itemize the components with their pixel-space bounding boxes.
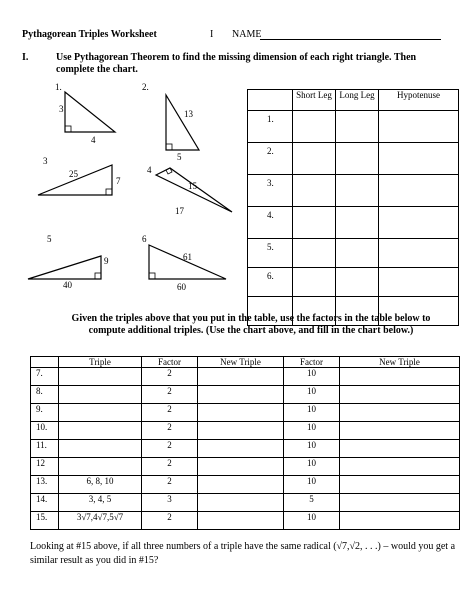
new-triple-cell[interactable] [340,404,460,422]
table-row [31,494,460,512]
row-number: 9. [31,404,59,422]
triangle-3-number: 3 [43,156,48,166]
chart2-header-row [31,357,460,368]
triple-cell[interactable] [59,458,142,476]
hypotenuse-cell[interactable] [379,175,459,207]
factor-cell: 10 [284,476,340,494]
table-row [248,268,459,297]
triple-cell: 3√7,4√7,5√7 [59,512,142,530]
chart1-header-long-leg: Long Leg [336,90,379,111]
triangle-4-label-a: 15 [188,181,197,191]
hypotenuse-cell[interactable] [379,111,459,143]
triangle-2-number: 2. [142,82,149,92]
triple-cell: 6, 8, 10 [59,476,142,494]
short-leg-cell[interactable] [293,143,336,175]
new-triple-cell[interactable] [198,458,284,476]
long-leg-cell[interactable] [336,111,379,143]
triple-cell: 3, 4, 5 [59,494,142,512]
triple-cell[interactable] [59,368,142,386]
chart2-header-new-triple-2: New Triple [340,357,460,368]
triangle-chart [247,89,459,326]
triangle-6-number: 6 [142,234,147,244]
short-leg-cell[interactable] [293,111,336,143]
chart1-header-short-leg: Short Leg [293,90,336,111]
row-number: 11. [31,440,59,458]
factor-cell: 2 [142,386,198,404]
new-triple-cell[interactable] [198,494,284,512]
row-number: 4. [248,207,293,239]
row-number: 3. [248,175,293,207]
chart1-header-hypotenuse: Hypotenuse [379,90,459,111]
triangle-6-label-b: 60 [177,282,186,292]
chart2-header-factor-1: Factor [142,357,198,368]
row-number: 1. [248,111,293,143]
new-triple-cell[interactable] [340,368,460,386]
chart2-header-num [31,357,59,368]
chart1-header-num [248,90,293,111]
triangle-3-label-b: 7 [116,176,121,186]
hypotenuse-cell[interactable] [379,239,459,268]
chart2-header-factor-2: Factor [284,357,340,368]
triangle-1-label-b: 4 [91,135,96,145]
short-leg-cell[interactable] [293,207,336,239]
section-roman: I [210,29,214,40]
long-leg-cell[interactable] [336,207,379,239]
triangle-6-label-a: 61 [183,252,192,262]
triangle-2-label-b: 5 [177,152,182,162]
new-triple-cell[interactable] [198,368,284,386]
row-number: 10. [31,422,59,440]
row-number: 14. [31,494,59,512]
short-leg-cell[interactable] [293,239,336,268]
table-row [248,207,459,239]
factor-cell: 10 [284,458,340,476]
triple-cell[interactable] [59,404,142,422]
hypotenuse-cell[interactable] [379,143,459,175]
short-leg-cell[interactable] [293,175,336,207]
table-row [248,175,459,207]
new-triple-cell[interactable] [340,458,460,476]
factor-cell: 2 [142,458,198,476]
table-row [31,386,460,404]
factor-cell: 10 [284,404,340,422]
triangle-5 [28,256,101,279]
triple-cell[interactable] [59,440,142,458]
worksheet-title: Pythagorean Triples Worksheet [22,29,157,40]
triangle-4-label-b: 17 [175,206,184,216]
table-row [248,143,459,175]
long-leg-cell[interactable] [336,239,379,268]
table-row [248,111,459,143]
triple-cell[interactable] [59,386,142,404]
triangle-5-label-b: 40 [63,280,72,290]
row-number: 7. [31,368,59,386]
new-triple-cell[interactable] [340,386,460,404]
chart2-header-new-triple-1: New Triple [198,357,284,368]
hypotenuse-cell[interactable] [379,268,459,297]
name-label: NAME [232,29,262,40]
triangle-1-label-a: 3 [59,104,64,114]
new-triple-cell[interactable] [340,422,460,440]
table-row [31,422,460,440]
row-number: 15. [31,512,59,530]
triangle-5-label-a: 9 [104,256,109,266]
chart2-header-triple: Triple [59,357,142,368]
given-instructions: Given the triples above that you put in the table, use the factors in the table below to compute additional triples. (Use the chart above, and fill in the chart below.) [71,313,431,336]
chart1-header-row [248,90,459,111]
factor-cell: 2 [142,440,198,458]
table-row [31,512,460,530]
factor-cell: 10 [284,368,340,386]
factor-cell: 10 [284,422,340,440]
triple-cell[interactable] [59,422,142,440]
triangle-2-label-a: 13 [184,109,193,119]
factor-cell: 2 [142,476,198,494]
triangle-4-number: 4 [147,165,152,175]
new-triple-cell[interactable] [198,440,284,458]
table-row [31,440,460,458]
table-row [248,239,459,268]
factor-cell: 2 [142,368,198,386]
table-row [31,404,460,422]
new-triple-cell[interactable] [198,476,284,494]
factor-cell: 10 [284,512,340,530]
table-row [31,458,460,476]
new-triple-cell[interactable] [340,494,460,512]
hypotenuse-cell[interactable] [379,207,459,239]
factor-cell: 3 [142,494,198,512]
new-triple-cell[interactable] [198,512,284,530]
table-row [31,476,460,494]
triangle-2 [166,95,199,150]
long-leg-cell[interactable] [336,143,379,175]
triples-chart [30,356,460,530]
triangle-1 [65,92,115,132]
long-leg-cell[interactable] [336,268,379,297]
section-number: I. [22,52,29,63]
new-triple-cell[interactable] [340,512,460,530]
row-number: 13. [31,476,59,494]
factor-cell: 2 [142,512,198,530]
triangle-1-number: 1. [55,82,62,92]
triangle-5-number: 5 [47,234,52,244]
factor-cell: 5 [284,494,340,512]
long-leg-cell[interactable] [336,175,379,207]
factor-cell: 10 [284,386,340,404]
factor-cell: 10 [284,440,340,458]
new-triple-cell[interactable] [198,386,284,404]
triangle-3-label-a: 25 [69,169,78,179]
new-triple-cell[interactable] [198,422,284,440]
new-triple-cell[interactable] [340,476,460,494]
new-triple-cell[interactable] [198,404,284,422]
instructions: Use Pythagorean Theorem to find the missing dimension of each right triangle. Then complete the chart. [56,52,417,75]
row-number: 6. [248,268,293,297]
row-number: 5. [248,239,293,268]
table-row [31,368,460,386]
factor-cell: 2 [142,422,198,440]
triangle-6 [149,245,226,279]
new-triple-cell[interactable] [340,440,460,458]
row-number: 12 [31,458,59,476]
row-number: 2. [248,143,293,175]
bottom-question: Looking at #15 above, if all three numbers of a triple have the same radical (√7,√2, . . .) – would you get a similar result as you did in #15? [30,541,456,566]
row-number: 8. [31,386,59,404]
short-leg-cell[interactable] [293,268,336,297]
factor-cell: 2 [142,404,198,422]
